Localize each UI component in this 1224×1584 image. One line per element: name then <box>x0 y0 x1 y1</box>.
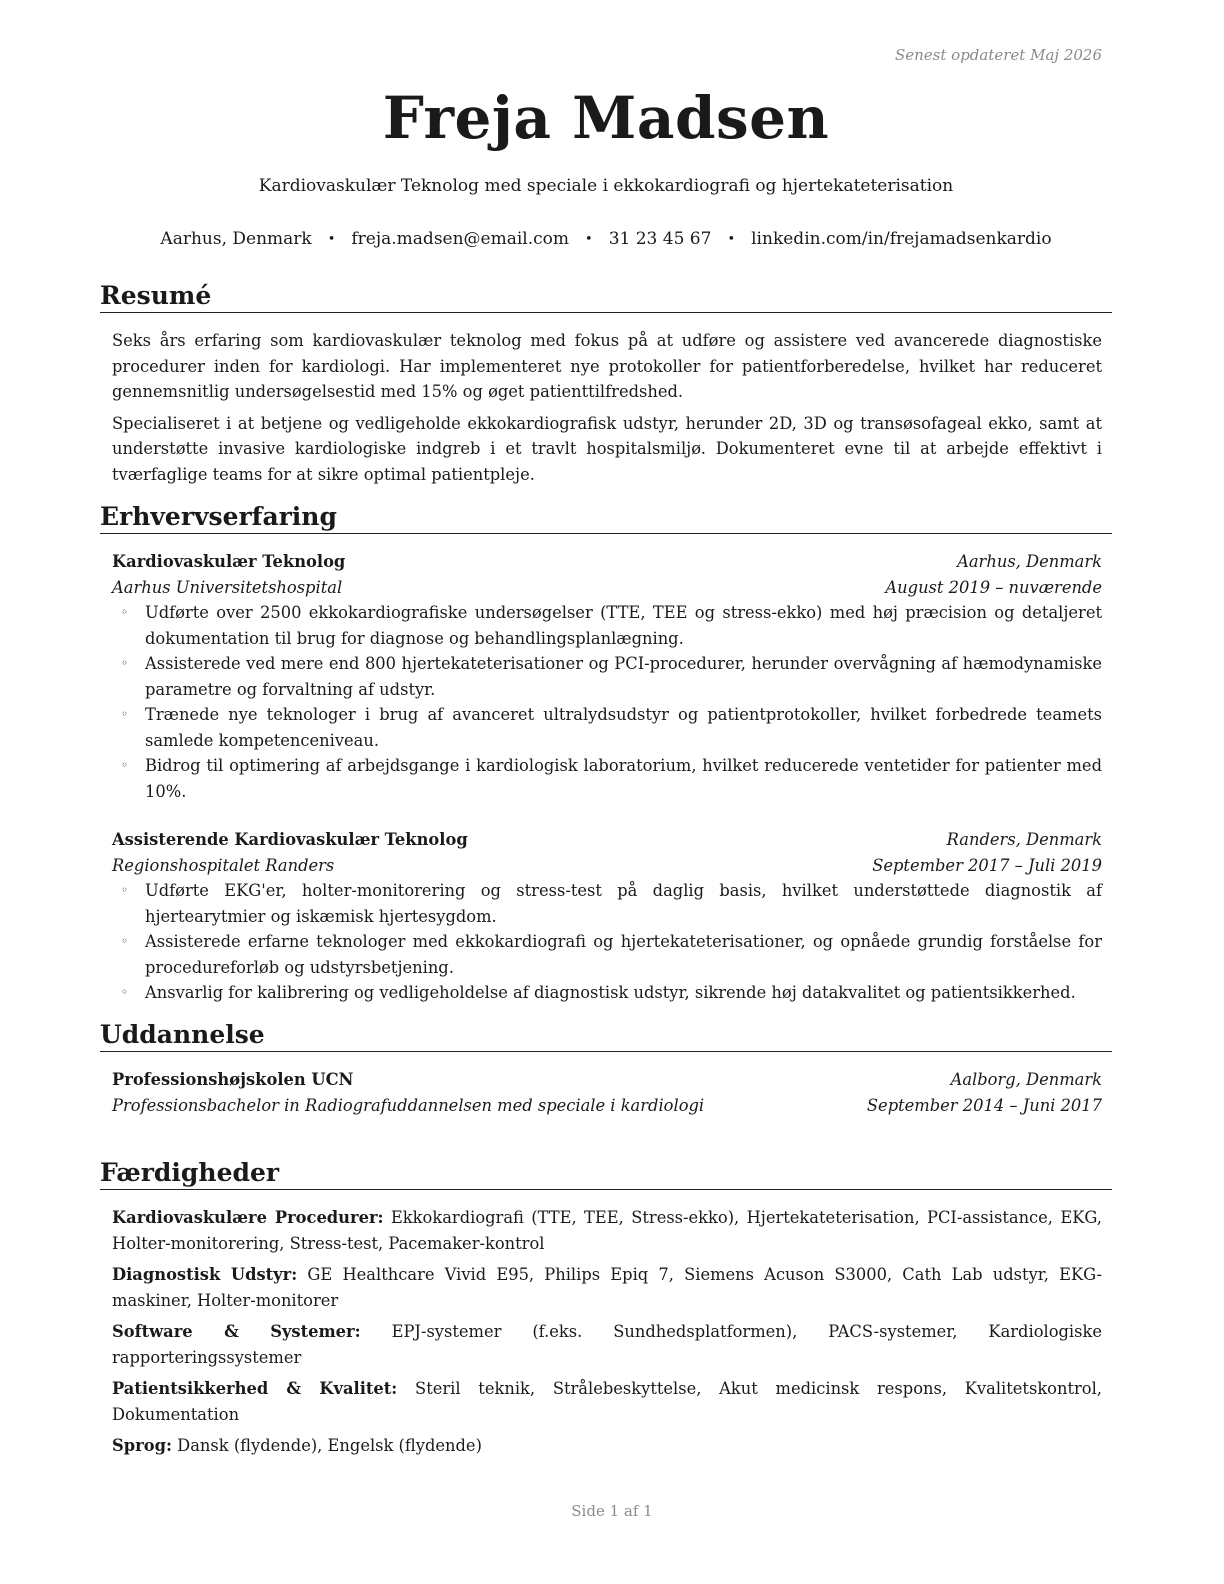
job-entry <box>100 827 1112 1006</box>
contact-phone: 31 23 45 67 <box>608 229 712 249</box>
job-bullets <box>112 600 1102 804</box>
job-dates: September 2017 – Juli 2019 <box>872 855 1102 875</box>
job-entry <box>100 549 1112 804</box>
list-item <box>121 929 1102 980</box>
bullet-marker: ◦ <box>121 707 129 721</box>
skill-text: Steril teknik, Strålebeskyttelse, Akut medicinsk respons, Kvalitetskontrol, Dokumentation <box>112 1379 1102 1424</box>
skills-heading: Færdigheder <box>100 1157 1112 1190</box>
skill-row <box>100 1319 1112 1370</box>
bullet-marker: ◦ <box>121 934 129 948</box>
bullet-text: Assisterede ved mere end 800 hjertekateterisationer og PCI-procedurer, herunder overvågning af hæmodynamiske parametre og forvaltning af udstyr. <box>145 654 1102 699</box>
bullet-text: Bidrog til optimering af arbejdsgange i kardiologisk laboratorium, hvilket reducerede ventetider for patienter med 10%. <box>145 756 1102 801</box>
list-item <box>121 980 1102 1006</box>
summary-paragraph: Seks års erfaring som kardiovaskulær teknolog med fokus på at udføre og assistere ved avancerede diagnostiske procedurer inden for kardiologi. Har implementeret nye protokoller for patientforberedelse, hvilket har reduceret gennemsnitlig undersøgelsestid med 15% og øget patienttilfredshed. <box>112 331 1102 401</box>
summary-section <box>100 280 1112 493</box>
skill-text: Ekkokardiografi (TTE, TEE, Stress-ekko), Hjertekateterisation, PCI-assistance, EKG, Holter-monitorering, Stress-test, Pacemaker-kontrol <box>112 1208 1102 1253</box>
contact-location: Aarhus, Denmark <box>160 229 312 249</box>
bullet-text: Udførte EKG'er, holter-monitorering og stress-test på daglig basis, hvilket understøttede diagnostik af hjertearytmier og iskæmisk hjertesygdom. <box>145 881 1102 926</box>
skills-section <box>100 1157 1112 1465</box>
skill-text: EPJ-systemer (f.eks. Sundhedsplatformen), PACS-systemer, Kardiologiske rapporteringssystemer <box>112 1322 1102 1367</box>
bullet-text: Udførte over 2500 ekkokardiografiske undersøgelser (TTE, TEE og stress-ekko) med høj præcision og detaljeret dokumentation til brug for diagnose og behandlingsplanlægning. <box>145 603 1102 648</box>
page-number: Side 1 af 1 <box>571 1502 653 1520</box>
last-updated: Senest opdateret Maj 2026 <box>894 46 1102 64</box>
list-item <box>121 651 1102 702</box>
skill-row <box>100 1205 1112 1256</box>
bullet-text: Assisterede erfarne teknologer med ekkokardiografi og hjertekateterisationer, og opnåede grundig forståelse for procedureforløb og udstyrsbetjening. <box>145 932 1102 977</box>
skill-label: Diagnostisk Udstyr: <box>112 1265 298 1284</box>
degree: Professionsbachelor in Radiografuddannelsen med speciale i kardiologi <box>112 1095 705 1115</box>
summary-paragraph: Specialiseret i at betjene og vedligeholde ekkokardiografisk udstyr, herunder 2D, 3D og transøsofageal ekko, samt at understøtte invasive kardiologiske indgreb i et travlt hospitalsmiljø. Dokumenteret evne til at arbejde effektivt i tværfaglige teams for at sikre optimal patientpleje. <box>112 413 1102 484</box>
job-dates: August 2019 – nuværende <box>885 577 1102 597</box>
job-bullets <box>112 878 1102 1006</box>
education-dates: September 2014 – Juni 2017 <box>866 1095 1102 1115</box>
tagline: Kardiovaskulær Teknolog med speciale i ekkokardiografi og hjertekateterisation <box>258 176 954 196</box>
bullet-marker: ◦ <box>121 758 129 772</box>
job-title: Kardiovaskulær Teknolog <box>112 552 346 571</box>
bullet-marker: ◦ <box>121 605 129 619</box>
list-item <box>121 702 1102 753</box>
school-location: Aalborg, Denmark <box>950 1070 1102 1089</box>
skill-row <box>100 1262 1112 1313</box>
skill-label: Sprog: <box>112 1436 172 1455</box>
bullet-text: Trænede nye teknologer i brug af avanceret ultralydsudstyr og patientprotokoller, hvilket forbedrede teamets samlede kompetenceniveau. <box>145 705 1102 750</box>
bullet-marker: ◦ <box>121 656 129 670</box>
job-employer: Regionshospitalet Randers <box>112 855 335 875</box>
education-entry <box>100 1067 1112 1118</box>
candidate-name: Freja Madsen <box>382 84 830 152</box>
separator-bullet: • <box>327 232 336 247</box>
bullet-text: Ansvarlig for kalibrering og vedligeholdelse af diagnostisk udstyr, sikrende høj datakvalitet og patientsikkerhed. <box>145 983 1076 1002</box>
contact-line <box>100 229 1112 249</box>
list-item <box>121 753 1102 804</box>
contact-linkedin[interactable]: linkedin.com/in/frejamadsenkardio <box>751 229 1052 249</box>
separator-bullet: • <box>585 232 593 247</box>
skill-label: Kardiovaskulære Procedurer: <box>112 1208 384 1227</box>
skill-row <box>100 1433 1112 1459</box>
skill-row <box>100 1376 1112 1427</box>
skill-label: Software & Systemer: <box>112 1322 361 1341</box>
job-employer: Aarhus Universitetshospital <box>112 577 343 597</box>
job-title: Assisterende Kardiovaskulær Teknolog <box>112 830 468 849</box>
summary-heading: Resumé <box>100 280 1112 313</box>
summary-body <box>100 328 1112 487</box>
bullet-marker: ◦ <box>121 883 129 897</box>
experience-heading: Erhvervserfaring <box>100 501 1112 534</box>
skill-label: Patientsikkerhed & Kvalitet: <box>112 1379 398 1398</box>
list-item <box>121 878 1102 929</box>
contact-email[interactable]: freja.madsen@email.com <box>351 229 570 249</box>
bullet-marker: ◦ <box>121 985 129 999</box>
education-section <box>100 1019 1112 1118</box>
job-location: Aarhus, Denmark <box>957 552 1102 571</box>
skill-text: GE Healthcare Vivid E95, Philips Epiq 7, Siemens Acuson S3000, Cath Lab udstyr, EKG-maskiner, Holter-monitorer <box>112 1265 1102 1310</box>
separator-bullet: • <box>727 232 736 247</box>
skill-text: Dansk (flydende), Engelsk (flydende) <box>177 1436 482 1455</box>
school-name: Professionshøjskolen UCN <box>112 1070 354 1089</box>
experience-section <box>100 501 1112 1006</box>
job-location: Randers, Denmark <box>946 830 1102 849</box>
list-item <box>121 600 1102 651</box>
resume-page <box>100 0 1112 1584</box>
education-heading: Uddannelse <box>100 1019 1112 1052</box>
